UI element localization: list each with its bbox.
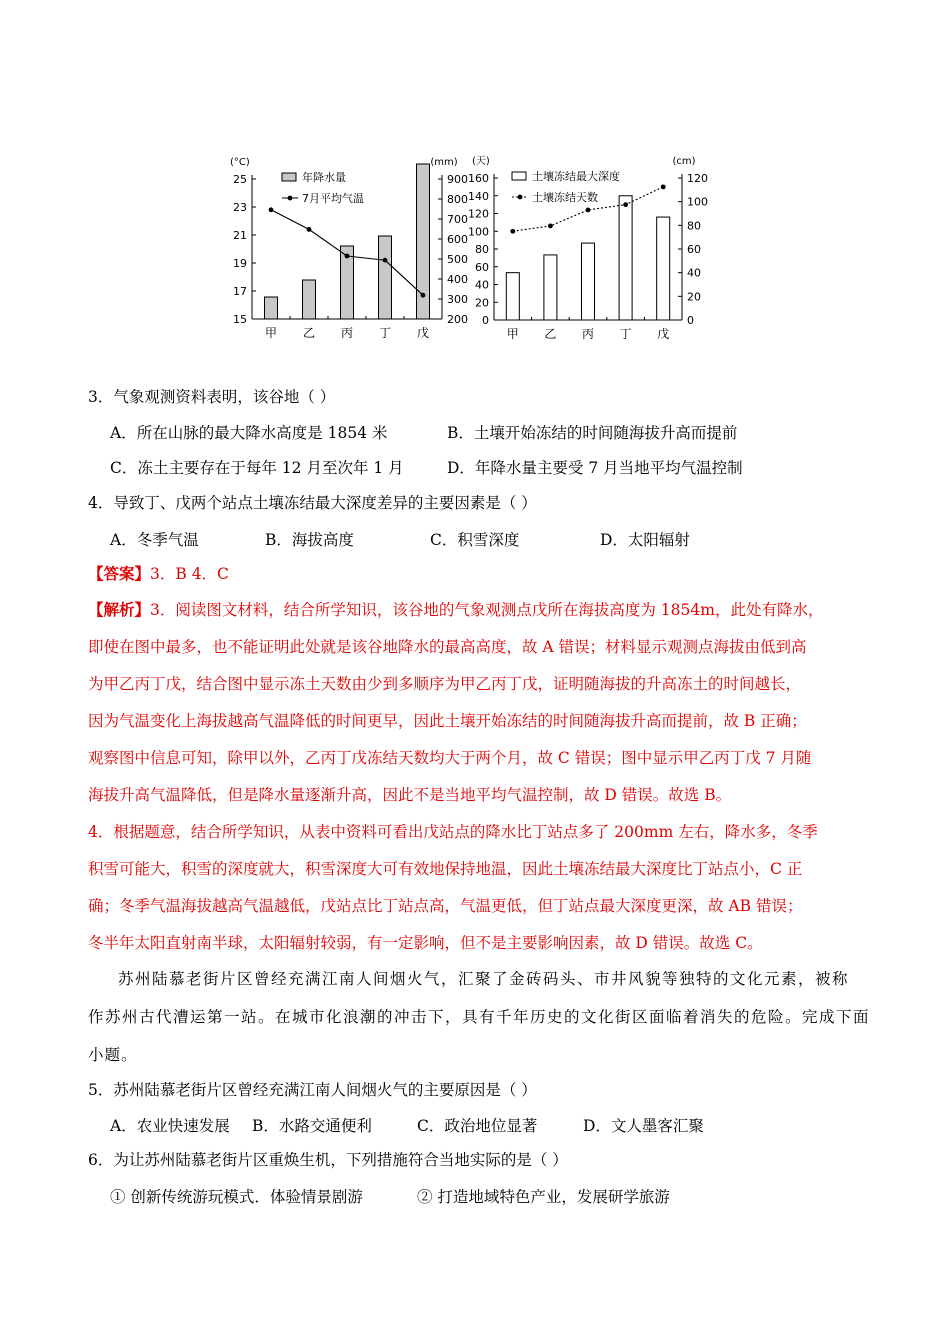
legend-swatch-bar <box>512 172 526 180</box>
ylabel-left: (天) <box>472 156 490 167</box>
q3-option-b: B．土壤开始冻结的时间随海拔升高而提前 <box>447 424 738 442</box>
tick-label-right: 20 <box>687 290 701 304</box>
legend-swatch-dot <box>288 196 293 201</box>
tick-label-right: 800 <box>447 193 468 206</box>
tick-label-left: 140 <box>468 189 489 203</box>
chart-precip-temperature <box>220 140 480 350</box>
tick-label-right: 300 <box>447 293 468 306</box>
bar-土壤冻结最大深度 <box>506 273 519 320</box>
tick-label-right: 60 <box>687 243 701 256</box>
x-tick-label: 甲 <box>506 327 519 341</box>
q4-option-c: C．积雪深度 <box>430 531 520 549</box>
point-土壤冻结天数 <box>548 224 553 229</box>
passage-line-1: 苏州陆慕老街片区曾经充满江南人间烟火气，汇聚了金砖码头、市井风貌等独特的文化元素，被称 <box>118 970 850 988</box>
ylabel-left: (°C) <box>230 157 250 168</box>
tick-label-left: 100 <box>468 225 489 239</box>
analysis-line-5: 观察图中信息可知，除甲以外，乙丙丁戊冻结天数均大于两个月，故 C 错误；图中显示甲乙丙丁戊 7 月随 <box>88 749 812 767</box>
analysis-line-10: 冬半年太阳直射南半球，太阳辐射较弱，有一定影响，但不是主要影响因素，故 D 错误。故选 C。 <box>88 934 763 952</box>
q5-option-d: D．文人墨客汇聚 <box>583 1117 704 1135</box>
x-tick-label: 戊 <box>416 326 430 340</box>
tick-label-right: 200 <box>447 313 468 326</box>
point-土壤冻结天数 <box>510 229 515 234</box>
chart-frozen-soil <box>468 140 722 350</box>
tick-label-right: 40 <box>687 266 701 280</box>
analysis-line-4: 因为气温变化上海拔越高气温降低的时间更早，因此土壤开始冻结的时间随海拔升高而提前，故 B 正确； <box>88 712 807 730</box>
tick-label-left: 60 <box>475 260 489 274</box>
analysis-line-9: 确；冬季气温海拔越高气温越低，戊站点比丁站点高，气温更低，但丁站点最大深度更深，故 AB 错误； <box>88 897 803 915</box>
q3-option-c: C．冻土主要存在于每年 12 月至次年 1 月 <box>110 459 404 477</box>
tick-label-left: 17 <box>233 285 247 298</box>
q3-option-a: A．所在山脉的最大降水高度是 1854 米 <box>110 424 388 442</box>
q3-stem: 3．气象观测资料表明，该谷地（ ） <box>88 388 336 406</box>
bar-土壤冻结最大深度 <box>619 196 632 320</box>
analysis-text-1: 3．阅读图文材料，结合所学知识，该谷地的气象观测点戊所在海拔高度为 1854m，此处有降水， <box>150 601 824 619</box>
analysis-line-2: 即使在图中最多，也不能证明此处就是该谷地降水的最高高度，故 A 错误；材料显示观测点海拔由低到高 <box>88 638 807 656</box>
bar-土壤冻结最大深度 <box>544 255 557 320</box>
point-7月平均气温 <box>307 227 312 232</box>
q5-option-c: C．政治地位显著 <box>417 1117 538 1135</box>
q4-option-b: B．海拔高度 <box>265 531 354 549</box>
tick-label-left: 20 <box>475 296 489 310</box>
bar-土壤冻结最大深度 <box>582 243 595 320</box>
tick-label-left: 19 <box>233 257 247 270</box>
legend-swatch-dot <box>518 195 523 200</box>
point-土壤冻结天数 <box>586 208 591 213</box>
bar-年降水量 <box>265 297 278 319</box>
answer-text: 3．B 4．C <box>150 565 229 583</box>
tick-label-left: 120 <box>468 207 489 221</box>
tick-label-left: 15 <box>233 313 247 326</box>
x-tick-label: 戊 <box>657 327 670 341</box>
point-7月平均气温 <box>383 258 388 263</box>
analysis-line-8: 积雪可能大，积雪的深度就大，积雪深度大可有效地保持地温，因此土壤冻结最大深度比丁站点小，C 正 <box>88 860 803 878</box>
point-7月平均气温 <box>421 293 426 298</box>
point-7月平均气温 <box>269 207 274 212</box>
analysis-line-7: 4．根据题意，结合所学知识，从表中资料可看出戊站点的降水比丁站点多了 200mm 左右，降水多，冬季 <box>88 823 818 841</box>
q3-option-d: D．年降水量主要受 7 月当地平均气温控制 <box>447 459 743 477</box>
tick-label-right: 120 <box>687 172 708 185</box>
analysis-tag: 【解析】 <box>88 600 151 619</box>
bar-年降水量 <box>379 236 392 319</box>
ylabel-right: (cm) <box>672 156 696 167</box>
x-tick-label: 乙 <box>544 327 557 341</box>
x-tick-label: 丙 <box>581 327 595 341</box>
point-土壤冻结天数 <box>623 202 628 207</box>
passage-line-2: 作苏州古代漕运第一站。在城市化浪潮的冲击下，具有千年历史的文化街区面临着消失的危险。完成下面 <box>88 1008 871 1026</box>
tick-label-right: 0 <box>687 314 694 327</box>
bar-年降水量 <box>303 280 316 319</box>
point-7月平均气温 <box>345 254 350 259</box>
x-tick-label: 丁 <box>619 327 632 341</box>
legend-label-line: 7月平均气温 <box>302 192 364 205</box>
figure-charts <box>220 140 720 350</box>
tick-label-left: 160 <box>468 172 489 185</box>
analysis-line-1 <box>88 599 868 621</box>
q5-stem: 5．苏州陆慕老街片区曾经充满江南人间烟火气的主要原因是（ ） <box>88 1081 537 1099</box>
analysis-line-3: 为甲乙丙丁戊，结合图中显示冻土天数由少到多顺序为甲乙丙丁戊，证明随海拔的升高冻土的时间越长， <box>88 675 802 693</box>
tick-label-left: 80 <box>475 243 489 256</box>
tick-label-right: 400 <box>447 273 468 286</box>
bar-土壤冻结最大深度 <box>657 217 670 320</box>
tick-label-left: 40 <box>475 278 489 292</box>
x-tick-label: 丙 <box>340 326 354 340</box>
x-tick-label: 丁 <box>378 326 392 340</box>
tick-label-right: 600 <box>447 233 468 246</box>
q4-option-d: D．太阳辐射 <box>600 531 690 549</box>
q6-stem: 6．为让苏州陆慕老街片区重焕生机，下列措施符合当地实际的是（ ） <box>88 1151 568 1169</box>
analysis-line-6: 海拔升高气温降低，但是降水量逐渐升高，因此不是当地平均气温控制，故 D 错误。故选 B。 <box>88 786 732 804</box>
legend-label-bar: 年降水量 <box>302 171 346 184</box>
tick-label-left: 25 <box>233 173 247 186</box>
legend-swatch-bar <box>282 173 296 181</box>
q6-option-2: ② 打造地域特色产业，发展研学旅游 <box>417 1188 670 1206</box>
x-tick-label: 甲 <box>264 326 278 340</box>
tick-label-right: 100 <box>687 195 708 209</box>
q5-option-a: A．农业快速发展 <box>110 1117 230 1135</box>
x-tick-label: 乙 <box>302 326 316 340</box>
q4-option-a: A．冬季气温 <box>110 531 199 549</box>
answer-tag: 【答案】 <box>88 564 151 583</box>
tick-label-right: 500 <box>447 253 468 266</box>
answer-line <box>88 563 868 585</box>
tick-label-left: 0 <box>482 314 489 327</box>
q5-option-b: B．水路交通便利 <box>252 1117 372 1135</box>
q4-stem: 4．导致丁、戊两个站点土壤冻结最大深度差异的主要因素是（ ） <box>88 494 537 512</box>
tick-label-left: 21 <box>233 229 247 242</box>
tick-label-right: 700 <box>447 213 468 226</box>
tick-label-right: 900 <box>447 173 468 186</box>
q6-option-1: ① 创新传统游玩模式．体验情景剧游 <box>110 1188 363 1206</box>
ylabel-right: (mm) <box>430 157 458 168</box>
point-土壤冻结天数 <box>661 184 666 189</box>
passage-line-3: 小题。 <box>88 1046 138 1064</box>
legend-label-line: 土壤冻结天数 <box>532 191 598 204</box>
tick-label-left: 23 <box>233 201 247 214</box>
tick-label-right: 80 <box>687 219 701 233</box>
legend-label-bar: 土壤冻结最大深度 <box>532 170 620 183</box>
